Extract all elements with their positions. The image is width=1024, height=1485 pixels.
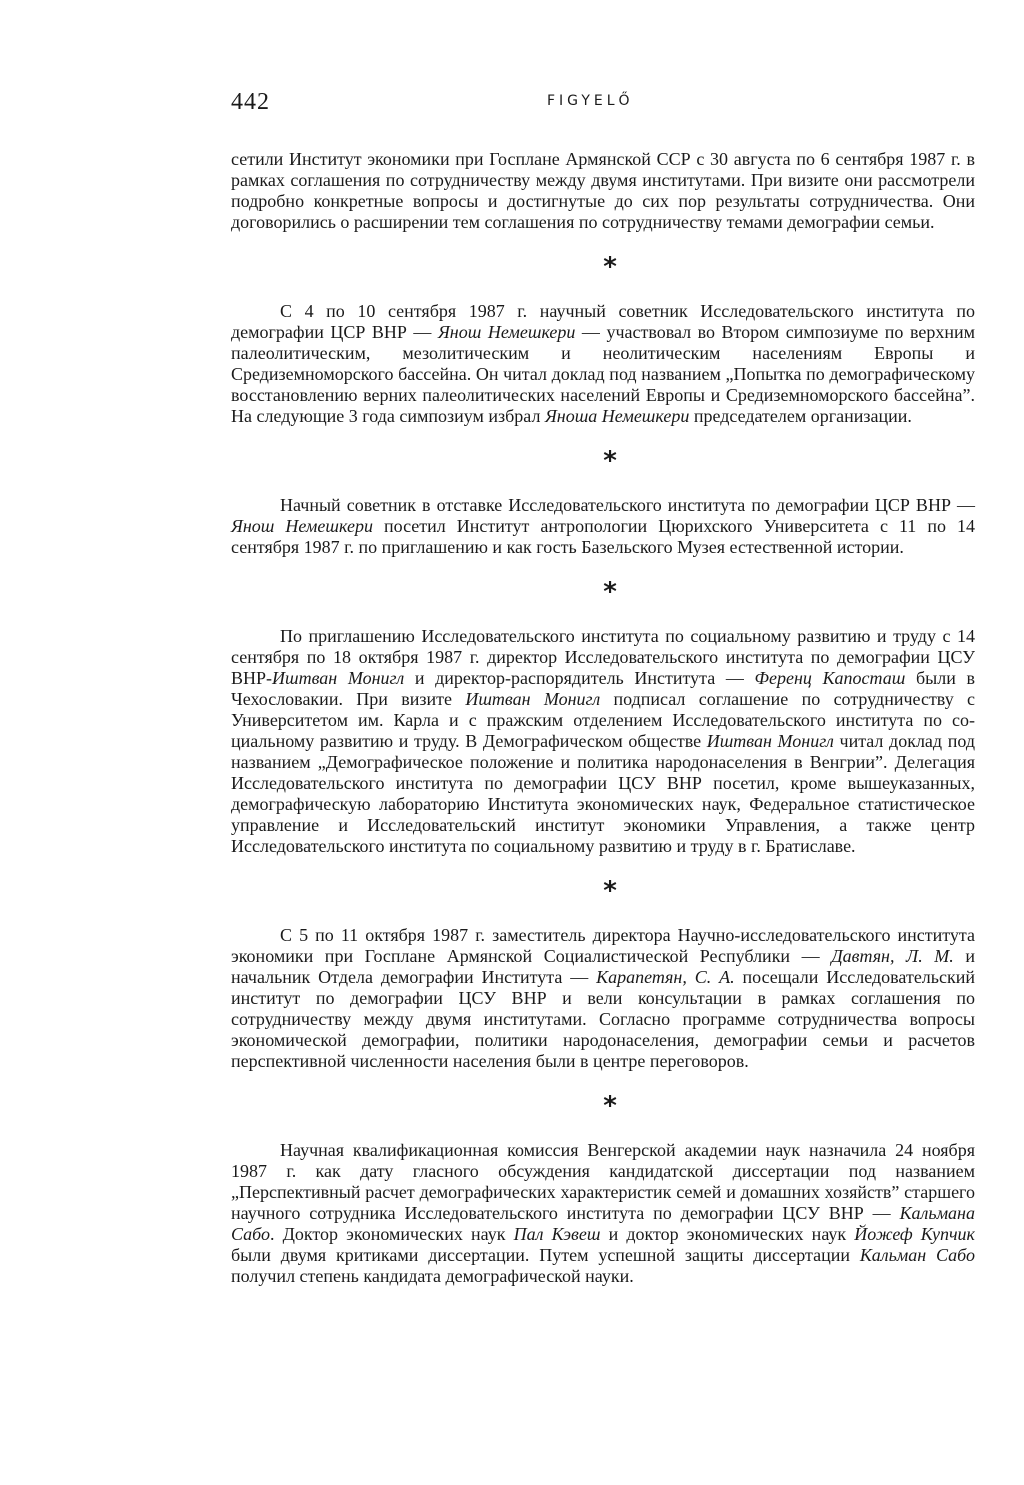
text-run: и директор-распорядитель Института —: [404, 668, 755, 688]
text-run: и доктор экономических наук: [600, 1224, 855, 1244]
text-run: подписал соглашение по сотрудничеству с Университетом им. Карла и с пражским отделением Исследовательского института по социальному развитию и труду. В Демографическом обществе: [231, 689, 976, 751]
person-name: Кальман Сабо: [859, 1245, 975, 1265]
person-name: Иштван Монигл: [272, 668, 405, 688]
journal-page: [231, 85, 975, 1287]
text-run: получил степень кандидата демографической науки.: [231, 1266, 634, 1286]
page-number: 442: [231, 89, 270, 115]
page-header: [231, 85, 975, 125]
asterisk-separator: *: [603, 1091, 617, 1121]
person-name: Иштван Монигл: [465, 689, 601, 709]
person-name: Давтян, Л. М.: [831, 946, 954, 966]
text-run: . Доктор экономических наук: [269, 1224, 514, 1244]
text-run: С 4 по 10 сентября 1987 г. научный советник Исследовательского института по демографии ЦСР ВНР —: [231, 301, 975, 342]
text-run: были в Чехословакии. При визите: [231, 668, 975, 709]
text-run: посетил Институт антропологии Цюрихского Университета с 11 по 14 сентября 1987 г. по приглашению и как гость Базельского Музея естественной истории.: [231, 516, 975, 557]
person-name: Ференц Капосташ: [754, 668, 906, 688]
asterisk-separator: *: [603, 577, 617, 607]
text-run: были двумя критиками диссертации. Путем успешной защиты диссертации: [231, 1245, 860, 1265]
asterisk-separator: *: [603, 252, 617, 282]
asterisk-separator: *: [603, 876, 617, 906]
person-name: Яноша Немешкери: [544, 406, 690, 426]
text-run: С 5 по 11 октября 1987 г. заместитель директора Научно-исследовательского института экономики при Госплане Армянской Социалистической Республики —: [231, 925, 975, 966]
news-item: [231, 626, 975, 857]
person-name: Кальмана Сабо: [231, 1203, 975, 1244]
news-item: [231, 1140, 975, 1287]
news-item: [231, 301, 975, 427]
text-run: — участвовал во Втором симпозиуме по верхним палеолитическим, мезолитическим и неолитическим населениям Европы и Средиземноморского бассейна. Он читал доклад под названием „Попытка по демографическому восстановлению верних палеолитических населений Европы и Средиземноморского бассейна”. На следующие 3 года симпозиум избрал: [231, 322, 975, 426]
text-run: читал доклад под названием „Демографическое положение и политика народонаселения в Венгрии”. Делегация Исследовательского института по демографии ЦСУ ВНР посетил, кроме вышеуказанных, демографическую лабораторию Института экономических наук, Федеральное статистическое управление и Исследовательский институт экономики Управления, а также центр Исследовательского института по социальному развитию и труду в г. Братиславе.: [231, 731, 975, 856]
news-item: [231, 495, 975, 558]
asterisk-separator: *: [603, 446, 617, 476]
text-run: сетили Институт экономики при Госплане Армянской ССР с 30 августа по 6 сентября 1987 г. в рамках соглашения по сотрудничеству между двумя институтами. При визите они рассмотрели подробно конкретные вопросы и достигнутые до сих пор результаты сотрудничества. Они договорились о расширении тем соглашения по сотрудничеству темами демографии семьи.: [231, 149, 975, 232]
text-run: и начальник Отдела демографии Института —: [231, 946, 976, 987]
person-name: Янош Немешкери: [437, 322, 576, 342]
person-name: Карапетян, С. А.: [596, 967, 735, 987]
text-run: Начный советник в отставке Исследовательского института по демографии ЦСР ВНР —: [280, 495, 975, 515]
text-run: По приглашению Исследовательского института по социальному развитию и труду с 14 сентября по 18 октября 1987 г. директор Исследовательского института по демографии ЦСУ ВНР-: [231, 626, 975, 688]
text-run: председателем организации.: [689, 406, 912, 426]
person-name: Иштван Монигл: [706, 731, 834, 751]
person-name: Пал Кэвеш: [513, 1224, 601, 1244]
running-head: FIGYELŐ: [547, 93, 634, 109]
news-item: [231, 925, 975, 1072]
person-name: Янош Немешкери: [231, 516, 373, 536]
person-name: Йожеф Купчик: [854, 1224, 975, 1244]
text-run: Научная квалификационная комиссия Венгерской академии наук назначила 24 ноября 1987 г. как дату гласного обсуждения кандидатской диссертации под названием „Перспективный расчет демографических характеристик семей и домашних хозяйств” старшего научного сотрудника Исследовательского института по демографии ЦСУ ВНР —: [231, 1140, 975, 1223]
news-item: [231, 149, 975, 233]
text-run: посещали Исследовательский институт по демографии ЦСУ ВНР и вели консультации в рамках соглашения по сотрудничеству между двумя институтами. Согласно программе сотрудничества вопросы экономической демографии, политики народонаселения, демографии семьи и расчетов перспективной численности населения были в центре переговоров.: [231, 967, 975, 1071]
